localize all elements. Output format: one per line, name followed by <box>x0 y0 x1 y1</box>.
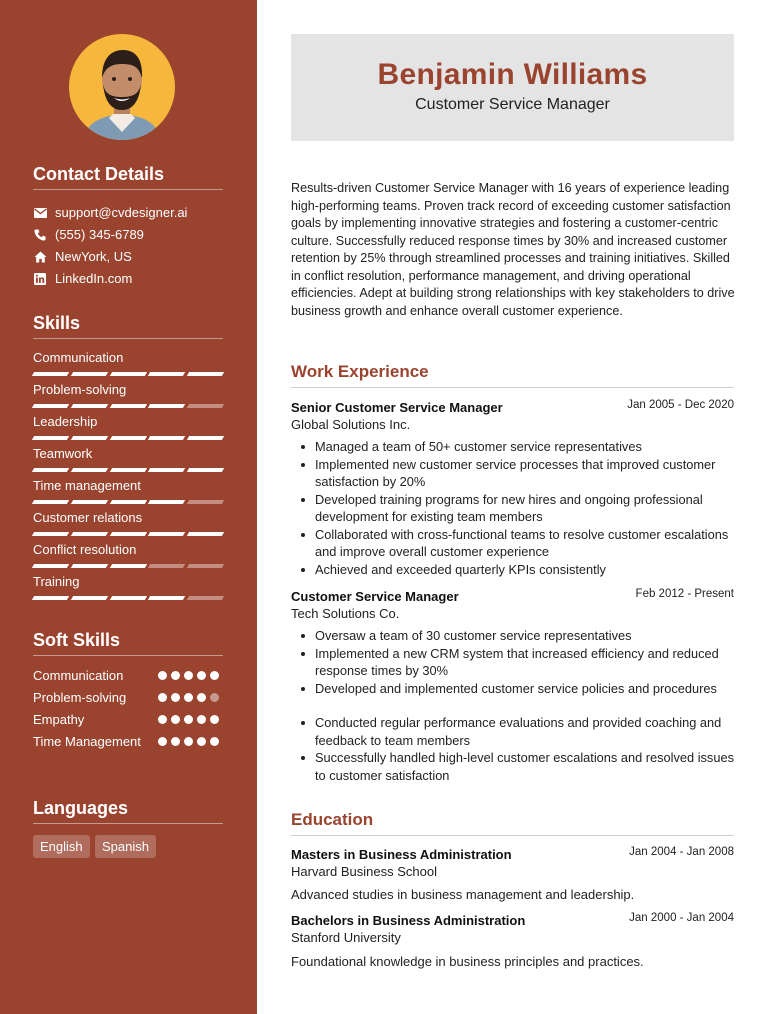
skill-level-segment <box>109 404 146 408</box>
rating-dot <box>184 715 193 724</box>
skill-level-segment <box>148 500 185 504</box>
contact-location-text: NewYork, US <box>55 249 132 264</box>
job-date: Jan 2005 - Dec 2020 <box>627 399 734 411</box>
contact-linkedin-text: LinkedIn.com <box>55 271 133 286</box>
skill-level-segment <box>148 436 185 440</box>
job-title: Customer Service Manager <box>291 589 459 604</box>
list-item: Oversaw a team of 30 customer service representatives <box>315 627 740 645</box>
divider <box>291 387 734 388</box>
contact-phone[interactable] <box>33 227 144 242</box>
skill-level-segment <box>109 532 146 536</box>
skill-level-segment <box>71 532 108 536</box>
phone-icon <box>33 228 47 242</box>
degree-title: Bachelors in Business Administration <box>291 913 526 928</box>
soft-skill-rating <box>158 715 219 724</box>
list-item: Developed and implemented customer service policies and procedures <box>315 680 740 698</box>
divider <box>33 189 223 190</box>
soft-skill-rating <box>158 671 219 680</box>
skill-level-segment <box>187 532 224 536</box>
list-item: Successfully handled high-level customer escalations and resolved issues to customer satisfaction <box>315 749 740 784</box>
skill-level-segment <box>187 372 224 376</box>
job-company: Global Solutions Inc. <box>291 417 411 432</box>
skill-level-segment <box>187 404 224 408</box>
list-item: Implemented new customer service processes that improved customer satisfaction by 20% <box>315 456 740 491</box>
education-title: Education <box>291 810 374 829</box>
job-bullets <box>315 627 740 784</box>
languages-title: Languages <box>33 798 129 818</box>
skill-label: Training <box>33 574 80 589</box>
skill-level-bar <box>33 404 223 408</box>
soft-skill-label: Communication <box>33 668 124 683</box>
skill-level-segment <box>148 532 185 536</box>
skill-level-segment <box>32 532 69 536</box>
skill-level-segment <box>109 596 146 600</box>
skill-level-bar <box>33 596 223 600</box>
skills-title: Skills <box>33 313 81 333</box>
rating-dot <box>210 671 219 680</box>
skill-level-segment <box>148 564 185 568</box>
job-title: Senior Customer Service Manager <box>291 400 503 415</box>
person-name: Benjamin Williams <box>377 58 648 91</box>
list-item: Conducted regular performance evaluations and provided coaching and feedback to team members <box>315 714 740 749</box>
soft-skill-label: Empathy <box>33 712 85 727</box>
person-role: Customer Service Manager <box>415 96 610 113</box>
degree-description: Foundational knowledge in business principles and practices. <box>291 954 644 969</box>
rating-dot <box>210 737 219 746</box>
divider <box>33 655 223 656</box>
degree-date: Jan 2004 - Jan 2008 <box>629 846 734 858</box>
skill-level-segment <box>71 436 108 440</box>
skill-label: Conflict resolution <box>33 542 137 557</box>
school-name: Harvard Business School <box>291 864 437 879</box>
skill-level-segment <box>71 372 108 376</box>
skill-level-bar <box>33 500 223 504</box>
skill-level-segment <box>32 436 69 440</box>
skill-label: Time management <box>33 478 141 493</box>
skill-level-segment <box>148 596 185 600</box>
job-bullets <box>315 438 740 578</box>
rating-dot <box>158 693 167 702</box>
rating-dot <box>171 671 180 680</box>
skill-level-segment <box>32 404 69 408</box>
skill-level-segment <box>71 500 108 504</box>
sidebar <box>0 0 257 1014</box>
rating-dot <box>197 737 206 746</box>
soft-skill-label: Time Management <box>33 734 141 749</box>
rating-dot <box>210 693 219 702</box>
skill-level-segment <box>109 500 146 504</box>
envelope-icon <box>33 206 47 220</box>
soft-skill-label: Problem-solving <box>33 690 127 705</box>
skill-level-segment <box>187 500 224 504</box>
degree-title: Masters in Business Administration <box>291 847 512 862</box>
header <box>291 34 734 141</box>
skill-level-segment <box>71 564 108 568</box>
summary: Results-driven Customer Service Manager with 16 years of experience leading high-performing teams. Proven track record of exceeding customer satisfaction goals by implementing innovative strategies and fostering a customer-centric culture. Successfully reduced response times by 30% and increased customer retention by 25% through streamlined processes and training initiatives. Skilled in conflict resolution, performance management, and driving operational efficiencies. Adept at building strong relationships with key stakeholders to drive business growth and enhance overall customer experience. <box>291 181 735 318</box>
list-item: Implemented a new CRM system that increased efficiency and reduced response times by 30% <box>315 645 740 680</box>
skill-label: Leadership <box>33 414 98 429</box>
skill-level-segment <box>71 468 108 472</box>
job-date: Feb 2012 - Present <box>635 588 734 600</box>
rating-dot <box>184 693 193 702</box>
contact-title: Contact Details <box>33 164 165 184</box>
rating-dot <box>184 671 193 680</box>
rating-dot <box>171 693 180 702</box>
divider <box>33 338 223 339</box>
skill-level-bar <box>33 468 223 472</box>
language-tag: English <box>33 835 90 858</box>
skill-level-segment <box>148 404 185 408</box>
skill-level-segment <box>32 500 69 504</box>
skill-level-segment <box>109 468 146 472</box>
skill-label: Problem-solving <box>33 382 127 397</box>
rating-dot <box>158 715 167 724</box>
skill-level-bar <box>33 532 223 536</box>
contact-linkedin[interactable] <box>33 271 132 286</box>
linkedin-icon <box>33 272 47 286</box>
list-item: Achieved and exceeded quarterly KPIs consistently <box>315 561 740 579</box>
divider <box>33 823 223 824</box>
skill-level-segment <box>71 404 108 408</box>
rating-dot <box>158 737 167 746</box>
soft-skills-title: Soft Skills <box>33 630 121 650</box>
skill-level-segment <box>187 436 224 440</box>
skill-level-segment <box>32 564 69 568</box>
contact-phone-text: (555) 345-6789 <box>55 227 144 242</box>
list-item: Managed a team of 50+ customer service representatives <box>315 438 740 456</box>
contact-email-text: support@cvdesigner.ai <box>55 205 188 220</box>
contact-email[interactable] <box>33 205 187 220</box>
soft-skill-rating <box>158 693 219 702</box>
rating-dot <box>158 671 167 680</box>
language-tag: Spanish <box>95 835 156 858</box>
skill-level-segment <box>32 372 69 376</box>
skill-level-segment <box>109 436 146 440</box>
skill-level-bar <box>33 372 223 376</box>
skill-level-segment <box>109 564 146 568</box>
rating-dot <box>171 715 180 724</box>
divider <box>291 835 734 836</box>
list-item: Developed training programs for new hires and ongoing professional development for existing team members <box>315 491 740 526</box>
work-experience-title: Work Experience <box>291 362 429 381</box>
skill-label: Customer relations <box>33 510 143 525</box>
skill-label: Communication <box>33 350 124 365</box>
skill-level-segment <box>32 596 69 600</box>
rating-dot <box>197 693 206 702</box>
avatar <box>69 34 175 140</box>
skill-label: Teamwork <box>33 446 93 461</box>
rating-dot <box>184 737 193 746</box>
skill-level-segment <box>148 372 185 376</box>
skill-level-segment <box>187 596 224 600</box>
job-company: Tech Solutions Co. <box>291 606 400 621</box>
school-name: Stanford University <box>291 930 401 945</box>
skill-level-segment <box>187 468 224 472</box>
list-item: Collaborated with cross-functional teams to resolve customer escalations and improve overall customer experience <box>315 526 740 561</box>
soft-skill-rating <box>158 737 219 746</box>
skill-level-bar <box>33 436 223 440</box>
skill-level-segment <box>109 372 146 376</box>
degree-date: Jan 2000 - Jan 2004 <box>629 912 734 924</box>
home-icon <box>33 250 47 264</box>
rating-dot <box>197 671 206 680</box>
skill-level-segment <box>148 468 185 472</box>
degree-description: Advanced studies in business management and leadership. <box>291 887 635 902</box>
skill-level-segment <box>32 468 69 472</box>
rating-dot <box>171 737 180 746</box>
skill-level-bar <box>33 564 223 568</box>
skill-level-segment <box>187 564 224 568</box>
contact-location <box>33 249 132 264</box>
rating-dot <box>197 715 206 724</box>
skill-level-segment <box>71 596 108 600</box>
rating-dot <box>210 715 219 724</box>
